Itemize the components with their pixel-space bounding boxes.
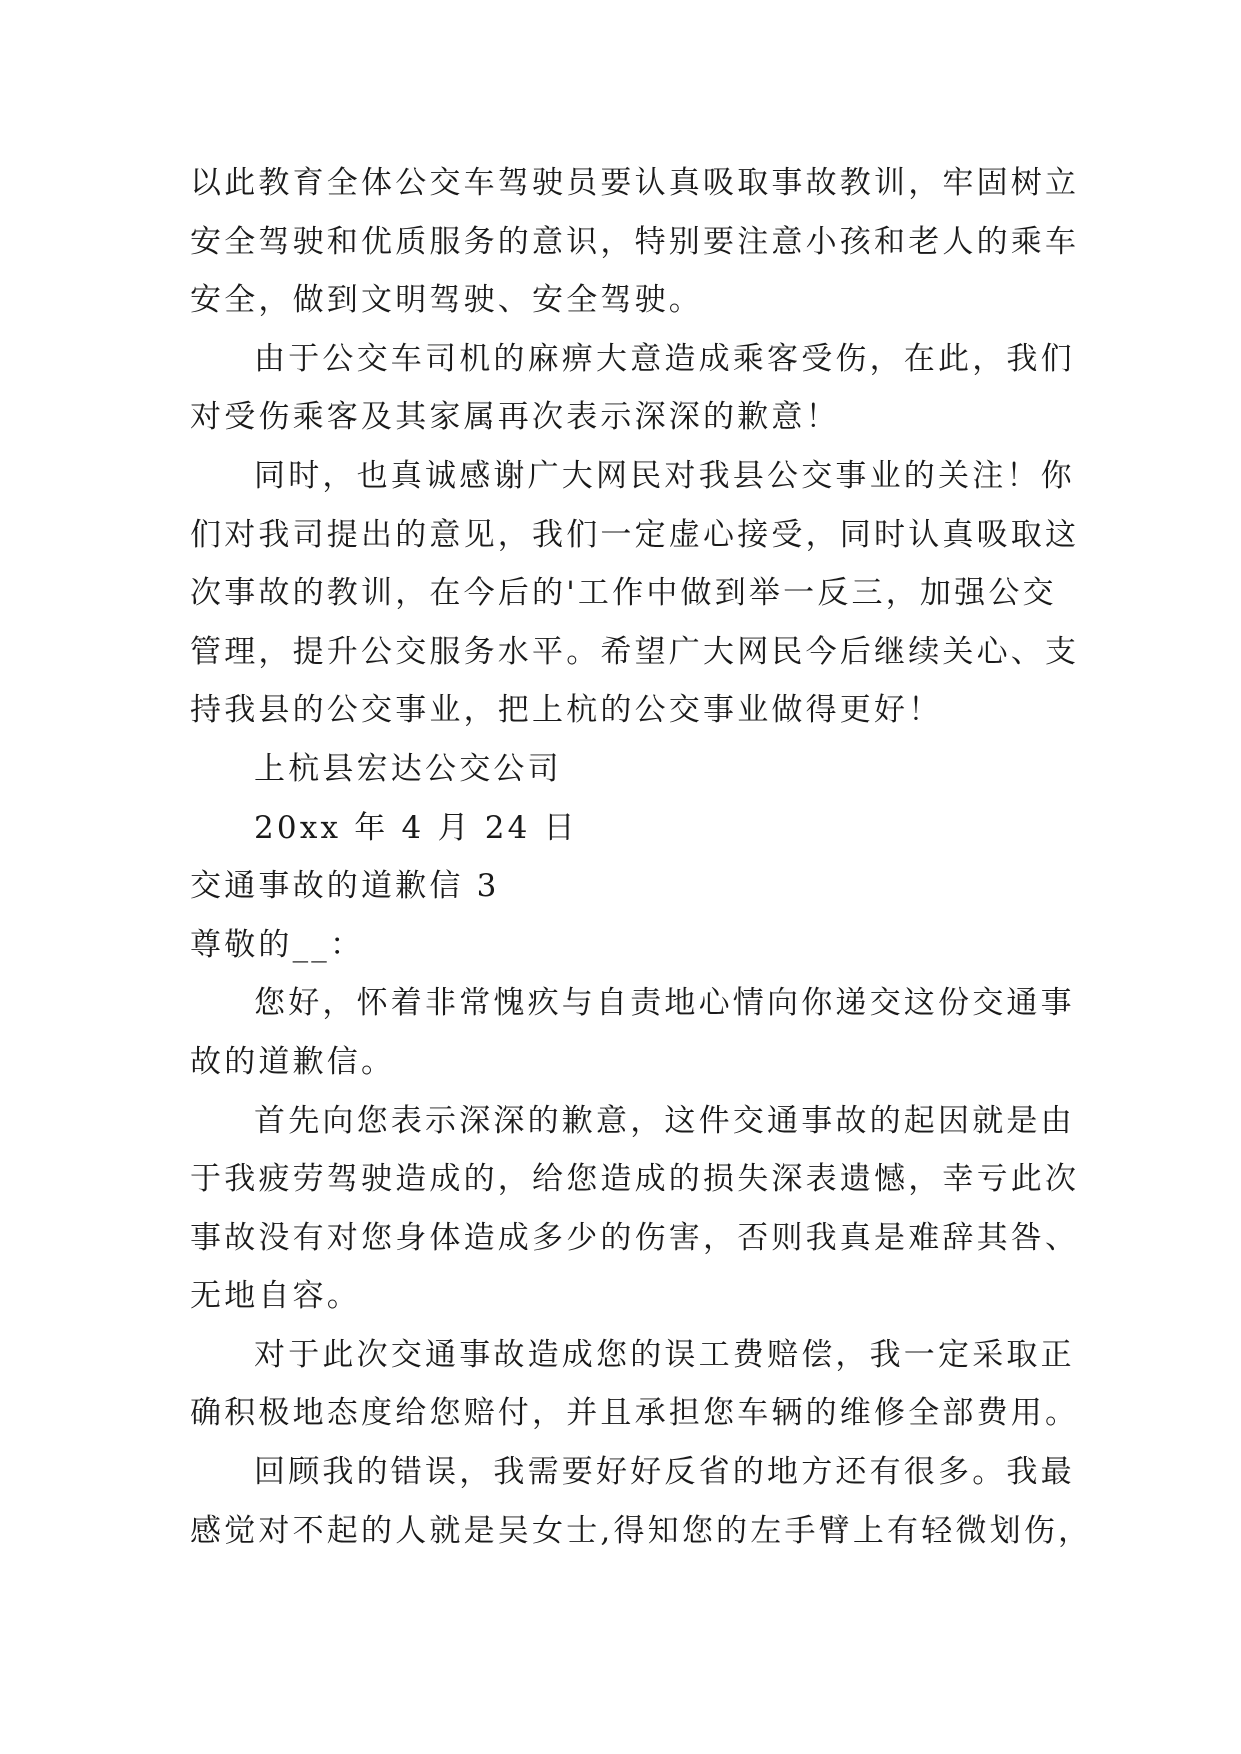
text-line: 无地自容。 <box>190 1278 361 1315</box>
text-line: 安全驾驶和优质服务的意识，特别要注意小孩和老人的乘车 <box>190 223 1080 260</box>
text-line: 回顾我的错误，我需要好好反省的地方还有很多。我最 <box>254 1454 1075 1491</box>
text-line: 次事故的教训，在今后的'工作中做到举一反三，加强公交 <box>190 575 1057 612</box>
text-line: 故的道歉信。 <box>190 1043 396 1080</box>
text-line: 以此教育全体公交车驾驶员要认真吸取事故教训，牢固树立 <box>190 165 1080 201</box>
text-line: 20xx 年 4 月 24 日 <box>254 809 578 846</box>
document-body <box>190 154 1093 1560</box>
text-line: 于我疲劳驾驶造成的，给您造成的损失深表遗憾，幸亏此次 <box>190 1161 1080 1198</box>
text-line: 持我县的公交事业，把上杭的公交事业做得更好！ <box>190 692 943 729</box>
text-line: 交通事故的道歉信 3 <box>190 868 500 905</box>
text-line: 确积极地态度给您赔付，并且承担您车辆的维修全部费用。 <box>190 1395 1080 1432</box>
text-line: 尊敬的__： <box>190 926 365 963</box>
text-line: 由于公交车司机的麻痹大意造成乘客受伤，在此，我们 <box>254 340 1075 377</box>
text-line: 对受伤乘客及其家属再次表示深深的歉意！ <box>190 399 840 436</box>
text-line: 上杭县宏达公交公司 <box>254 750 562 787</box>
text-line: 同时，也真诚感谢广大网民对我县公交事业的关注！你 <box>254 457 1075 494</box>
text-line: 首先向您表示深深的歉意，这件交通事故的起因就是由 <box>254 1102 1075 1139</box>
text-line: 事故没有对您身体造成多少的伤害，否则我真是难辞其咎、 <box>190 1219 1080 1256</box>
text-line: 们对我司提出的意见，我们一定虚心接受，同时认真吸取这 <box>190 516 1080 553</box>
text-line: 您好，怀着非常愧疚与自责地心情向你递交这份交通事 <box>254 985 1075 1022</box>
text-line: 安全，做到文明驾驶、安全驾驶。 <box>190 282 703 319</box>
text-line: 对于此次交通事故造成您的误工费赔偿，我一定采取正 <box>254 1336 1075 1373</box>
text-line: 管理，提升公交服务水平。希望广大网民今后继续关心、支 <box>190 633 1080 670</box>
text-line: 感觉对不起的人就是吴女士,得知您的左手臂上有轻微划伤， <box>190 1512 1093 1549</box>
